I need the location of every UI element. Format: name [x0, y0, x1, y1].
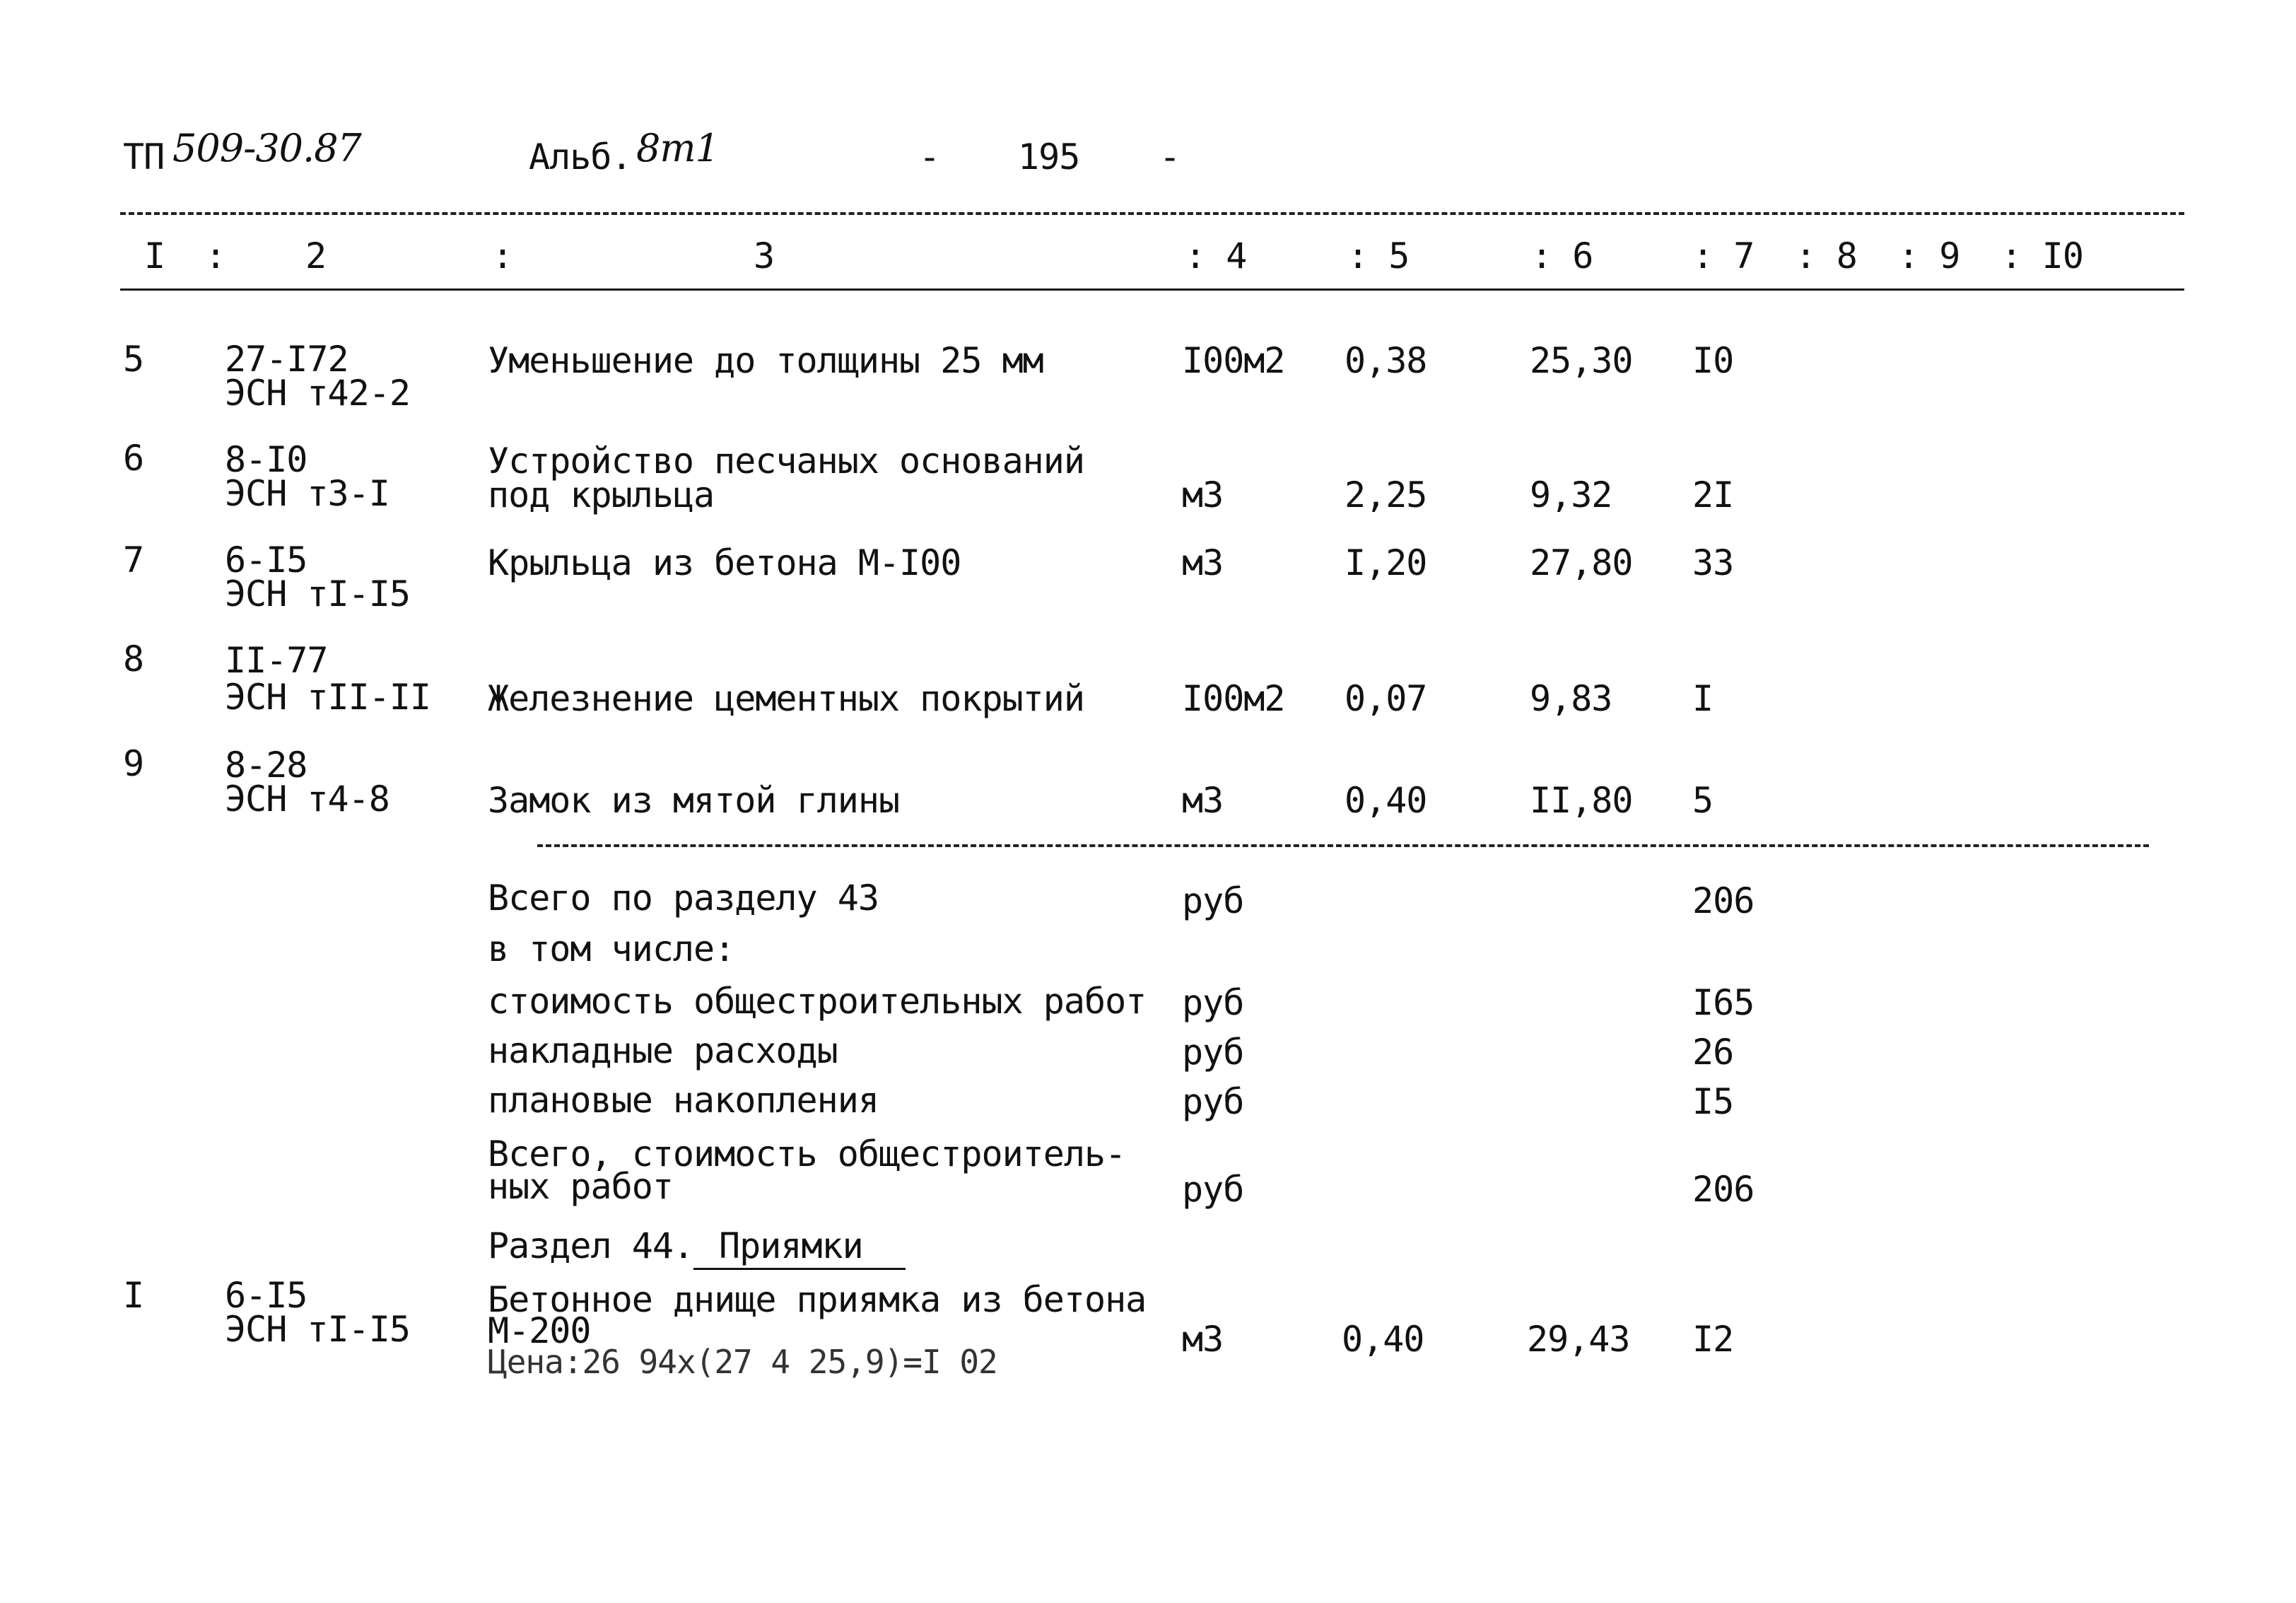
- row-total: I0: [1692, 340, 1734, 381]
- col-sep-1: :: [205, 235, 226, 276]
- row-norm-ref: ЭСН тI-I5: [225, 1309, 410, 1350]
- row-total: 5: [1692, 780, 1714, 821]
- grand-total-unit: руб: [1182, 1169, 1244, 1210]
- row-norm-ref: ЭСН т4-8: [225, 779, 390, 820]
- album-prefix: Альб.: [529, 136, 632, 177]
- row-code: II-77: [225, 640, 328, 681]
- row-name: Устройство песчаных оснований: [488, 441, 1084, 482]
- row-number: 9: [123, 743, 144, 784]
- row-code: 6-I5: [225, 1275, 308, 1316]
- row-price-formula: Цена:26 94х(27 4 25,9)=I 02: [488, 1343, 997, 1381]
- row-unit: м3: [1182, 542, 1224, 583]
- grand-total-label-cont: ных работ: [488, 1166, 673, 1207]
- header-bottom-rule: [120, 288, 2184, 291]
- row-code: 27-I72: [225, 339, 348, 380]
- page-number: 195: [1018, 136, 1080, 177]
- row-price: 27,80: [1530, 542, 1633, 583]
- row-qty: 0,07: [1345, 678, 1427, 719]
- row-name: Бетонное днище приямка из бетона: [488, 1279, 1147, 1320]
- col-1-header: I: [144, 235, 165, 276]
- col-3-header: 3: [754, 235, 775, 276]
- row-total: I2: [1692, 1319, 1734, 1360]
- planned-savings-label: плановые накопления: [488, 1080, 879, 1121]
- row-price: 29,43: [1527, 1319, 1630, 1360]
- col-2-header: 2: [305, 235, 327, 276]
- row-code: 8-28: [225, 745, 308, 786]
- row-unit: м3: [1182, 780, 1224, 821]
- section-title: Приямки: [693, 1225, 906, 1270]
- row-number: 8: [123, 639, 144, 680]
- row-name-cont: под крыльца: [488, 474, 715, 515]
- col-7-10-header: : 7 : 8 : 9 : I0: [1692, 235, 2083, 276]
- section-total-unit: руб: [1182, 880, 1244, 921]
- row-name: Уменьшение до толщины 25 мм: [488, 340, 1043, 381]
- row-unit: I00м2: [1182, 340, 1285, 381]
- row-number: 6: [123, 438, 144, 479]
- row-name: Крыльца из бетона М-I00: [488, 542, 961, 583]
- row-price: 9,32: [1530, 474, 1612, 515]
- row-code: 8-I0: [225, 439, 308, 480]
- row-norm-ref: ЭСН т3-I: [225, 473, 390, 514]
- col-sep-2: :: [492, 235, 513, 276]
- including-label: в том числе:: [488, 928, 735, 969]
- general-works-value: I65: [1692, 982, 1755, 1023]
- row-norm-ref: ЭСН т42-2: [225, 373, 410, 414]
- planned-savings-unit: руб: [1182, 1081, 1244, 1122]
- row-number: 5: [123, 339, 144, 380]
- row-qty: 0,40: [1345, 780, 1427, 821]
- row-price: 9,83: [1530, 678, 1612, 719]
- general-works-unit: руб: [1182, 982, 1244, 1023]
- col-5-header: : 5: [1347, 235, 1410, 276]
- row-number: I: [123, 1275, 144, 1316]
- row-unit: I00м2: [1182, 678, 1285, 719]
- doc-number: 509-30.87: [172, 126, 361, 170]
- page-dash-right: -: [1159, 136, 1181, 177]
- row-name: Замок из мятой глины: [488, 780, 900, 821]
- col-6-header: : 6: [1531, 235, 1593, 276]
- row-unit: м3: [1182, 474, 1224, 515]
- row-qty: 2,25: [1345, 474, 1427, 515]
- row-price: II,80: [1530, 780, 1633, 821]
- grand-total-value: 206: [1692, 1169, 1755, 1210]
- row-name-cont: М-200: [488, 1310, 591, 1351]
- row-unit: м3: [1182, 1319, 1224, 1360]
- subtotal-rule: [537, 844, 2149, 847]
- row-qty: 0,40: [1342, 1319, 1424, 1360]
- row-qty: 0,38: [1345, 340, 1427, 381]
- overhead-label: накладные расходы: [488, 1030, 838, 1071]
- section-total-label: Всего по разделу 43: [488, 878, 879, 919]
- album-number: 8т1: [636, 126, 719, 170]
- header-top-rule: [120, 212, 2184, 215]
- page-dash-left: -: [919, 136, 940, 177]
- row-number: 7: [123, 540, 144, 581]
- section-heading: [488, 1225, 906, 1266]
- planned-savings-value: I5: [1692, 1081, 1734, 1122]
- col-4-header: : 4: [1185, 235, 1247, 276]
- doc-prefix: ТП: [123, 136, 165, 177]
- row-total: I: [1692, 678, 1714, 719]
- grand-total-label: Всего, стоимость общестроитель-: [488, 1133, 1126, 1174]
- overhead-value: 26: [1692, 1032, 1734, 1073]
- section-total-value: 206: [1692, 880, 1755, 921]
- general-works-label: стоимость общестроительных работ: [488, 981, 1147, 1022]
- section-prefix: Раздел 44.: [488, 1225, 694, 1266]
- row-total: 2I: [1692, 474, 1734, 515]
- row-norm-ref: ЭСН тI-I5: [225, 573, 410, 614]
- row-qty: I,20: [1345, 542, 1427, 583]
- overhead-unit: руб: [1182, 1032, 1244, 1073]
- row-name: Железнение цементных покрытий: [488, 678, 1084, 719]
- row-price: 25,30: [1530, 340, 1633, 381]
- row-norm-ref: ЭСН тII-II: [225, 677, 431, 718]
- row-code: 6-I5: [225, 540, 308, 581]
- row-total: 33: [1692, 542, 1734, 583]
